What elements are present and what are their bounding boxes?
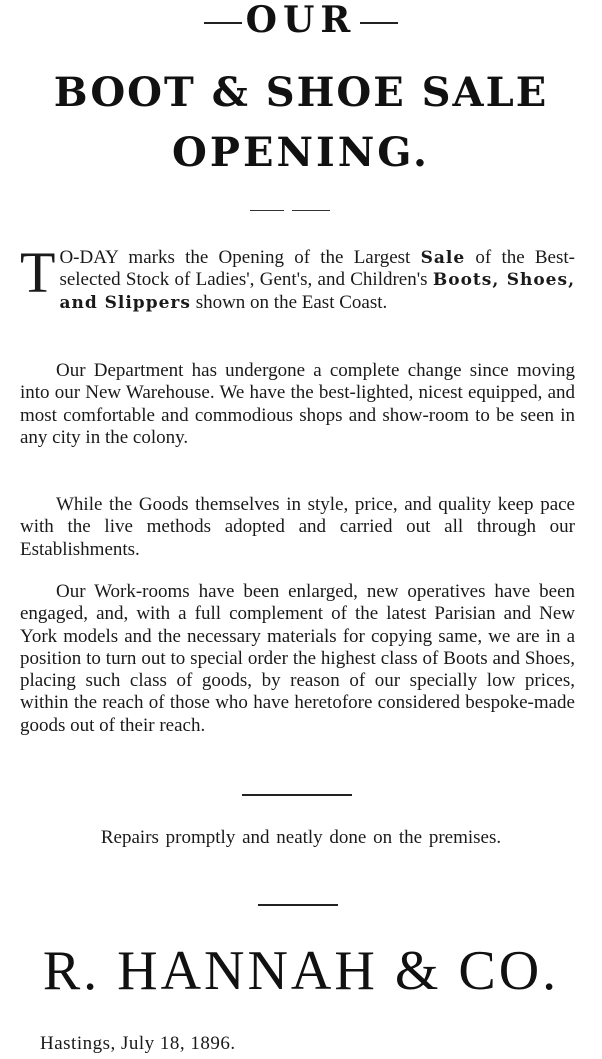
header-dash-left [204, 22, 242, 24]
paragraph-opening [20, 240, 575, 314]
divider-rule-1 [242, 794, 352, 796]
paragraph-department: Our Department has undergone a complete change since moving into our New Warehouse. We have the best-lighted, nicest equipped, and most comfortable and commodious shops and show-room to be seen in any city in the colony. [20, 360, 575, 448]
header-our [0, 0, 602, 40]
dateline: Hastings, July 18, 1896. [40, 1033, 236, 1054]
header-our-text: OUR [245, 0, 357, 41]
paragraph-opening-text-2: of the Best-selected Stock of Ladies', Gent's, and Children's [59, 247, 575, 291]
divider-rule-2 [258, 904, 338, 906]
ornamental-rule [250, 210, 330, 212]
repairs-notice: Repairs promptly and neatly done on the premises. [100, 827, 502, 848]
paragraph-goods: While the Goods themselves in style, price, and quality keep pace with the live methods adopted and carried out all through our Establishments. [20, 494, 575, 560]
paragraph-opening-text-3: shown on the East Coast. [190, 291, 388, 313]
firm-name: R. HANNAH & CO. [42, 940, 560, 1002]
paragraph-opening-text-1: O-DAY marks the Opening of the Largest [59, 247, 421, 268]
drop-cap: T [20, 240, 56, 305]
header-subtitle: OPENING. [172, 129, 430, 176]
header-dash-right [360, 22, 398, 24]
header-title: BOOT & SHOE SALE [53, 69, 549, 116]
emphasis-sale: Sale [420, 248, 466, 268]
paragraph-workrooms: Our Work-rooms have been enlarged, new operatives have been engaged, and, with a full complement of the latest Parisian and New York models and the necessary materials for copying same, we are in a position to turn out to special order the highest class of Boots and Shoes, placing such class of goods, by reason of our specially low prices, within the reach of those who have heretofore considered bespoke-made goods out of their reach. [20, 581, 575, 736]
emphasis-boots-shoes-slippers: Boots, Shoes, and Slippers [59, 270, 575, 313]
